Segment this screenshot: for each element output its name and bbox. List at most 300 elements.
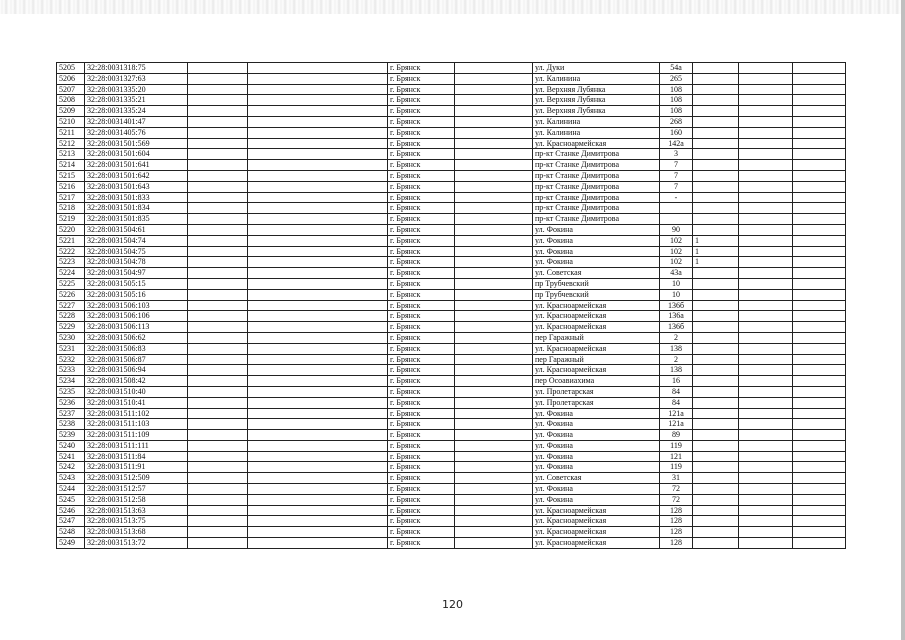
building-cell [693, 408, 739, 419]
city-cell: г. Брянск [388, 538, 455, 549]
building-cell [693, 84, 739, 95]
col-11-cell [793, 63, 846, 74]
col-11-cell [793, 181, 846, 192]
col-6-cell [455, 149, 533, 160]
building-cell [693, 170, 739, 181]
col-4-cell [248, 408, 388, 419]
row-number-cell: 5231 [57, 343, 85, 354]
street-cell: ул. Красноармейская [533, 527, 660, 538]
table-row [57, 127, 846, 138]
building-cell [693, 440, 739, 451]
city-cell: г. Брянск [388, 386, 455, 397]
cadastral-number-cell: 32:28:0031335:20 [85, 84, 188, 95]
col-4-cell [248, 354, 388, 365]
col-10-cell [739, 149, 793, 160]
registry-body [57, 63, 846, 549]
col-4-cell [248, 451, 388, 462]
table-row [57, 365, 846, 376]
street-cell: ул. Фокина [533, 430, 660, 441]
row-number-cell: 5239 [57, 430, 85, 441]
col-6-cell [455, 289, 533, 300]
city-cell: г. Брянск [388, 214, 455, 225]
table-row [57, 84, 846, 95]
cadastral-number-cell: 32:28:0031506:87 [85, 354, 188, 365]
house-number-cell: 121 [660, 451, 693, 462]
col-6-cell [455, 419, 533, 430]
cadastral-number-cell: 32:28:0031513:75 [85, 516, 188, 527]
col-10-cell [739, 311, 793, 322]
col-11-cell [793, 376, 846, 387]
cadastral-number-cell: 32:28:0031508:42 [85, 376, 188, 387]
col-11-cell [793, 73, 846, 84]
street-cell: ул. Калинина [533, 116, 660, 127]
cadastral-number-cell: 32:28:0031501:642 [85, 170, 188, 181]
building-cell [693, 365, 739, 376]
cadastral-number-cell: 32:28:0031506:106 [85, 311, 188, 322]
cadastral-number-cell: 32:28:0031512:57 [85, 484, 188, 495]
col-3-cell [188, 473, 248, 484]
building-cell [693, 494, 739, 505]
col-6-cell [455, 106, 533, 117]
city-cell: г. Брянск [388, 192, 455, 203]
row-number-cell: 5223 [57, 257, 85, 268]
col-6-cell [455, 214, 533, 225]
row-number-cell: 5245 [57, 494, 85, 505]
city-cell: г. Брянск [388, 203, 455, 214]
street-cell: пр-кт Станке Димитрова [533, 181, 660, 192]
table-row [57, 343, 846, 354]
col-3-cell [188, 170, 248, 181]
cadastral-number-cell: 32:28:0031335:24 [85, 106, 188, 117]
col-10-cell [739, 430, 793, 441]
col-10-cell [739, 332, 793, 343]
city-cell: г. Брянск [388, 116, 455, 127]
row-number-cell: 5219 [57, 214, 85, 225]
house-number-cell: 108 [660, 95, 693, 106]
col-10-cell [739, 138, 793, 149]
col-10-cell [739, 84, 793, 95]
col-4-cell [248, 365, 388, 376]
street-cell: пер Гаражный [533, 354, 660, 365]
col-6-cell [455, 408, 533, 419]
building-cell [693, 430, 739, 441]
col-3-cell [188, 63, 248, 74]
col-4-cell [248, 160, 388, 171]
house-number-cell: 128 [660, 527, 693, 538]
col-3-cell [188, 73, 248, 84]
col-6-cell [455, 95, 533, 106]
row-number-cell: 5215 [57, 170, 85, 181]
col-6-cell [455, 257, 533, 268]
table-row [57, 214, 846, 225]
table-row [57, 95, 846, 106]
col-6-cell [455, 538, 533, 549]
street-cell: ул. Красноармейская [533, 311, 660, 322]
col-4-cell [248, 484, 388, 495]
col-10-cell [739, 170, 793, 181]
row-number-cell: 5248 [57, 527, 85, 538]
row-number-cell: 5208 [57, 95, 85, 106]
house-number-cell: 265 [660, 73, 693, 84]
col-3-cell [188, 214, 248, 225]
cadastral-number-cell: 32:28:0031511:109 [85, 430, 188, 441]
street-cell: ул. Красноармейская [533, 138, 660, 149]
col-11-cell [793, 246, 846, 257]
col-11-cell [793, 149, 846, 160]
col-6-cell [455, 343, 533, 354]
cadastral-number-cell: 32:28:0031318:75 [85, 63, 188, 74]
city-cell: г. Брянск [388, 484, 455, 495]
table-row [57, 494, 846, 505]
building-cell [693, 278, 739, 289]
col-10-cell [739, 289, 793, 300]
col-6-cell [455, 181, 533, 192]
col-3-cell [188, 505, 248, 516]
col-10-cell [739, 419, 793, 430]
table-row [57, 473, 846, 484]
col-11-cell [793, 278, 846, 289]
col-4-cell [248, 138, 388, 149]
col-6-cell [455, 527, 533, 538]
table-row [57, 246, 846, 257]
col-10-cell [739, 300, 793, 311]
col-6-cell [455, 63, 533, 74]
col-4-cell [248, 538, 388, 549]
building-cell [693, 149, 739, 160]
col-4-cell [248, 170, 388, 181]
col-3-cell [188, 408, 248, 419]
col-4-cell [248, 419, 388, 430]
cadastral-number-cell: 32:28:0031511:102 [85, 408, 188, 419]
building-cell [693, 354, 739, 365]
col-10-cell [739, 440, 793, 451]
col-6-cell [455, 332, 533, 343]
table-row [57, 397, 846, 408]
col-4-cell [248, 246, 388, 257]
col-3-cell [188, 322, 248, 333]
table-row [57, 268, 846, 279]
row-number-cell: 5222 [57, 246, 85, 257]
table-row [57, 462, 846, 473]
street-cell: пр Трубчевский [533, 278, 660, 289]
city-cell: г. Брянск [388, 160, 455, 171]
cadastral-number-cell: 32:28:0031501:835 [85, 214, 188, 225]
table-row [57, 300, 846, 311]
street-cell: ул. Пролетарская [533, 397, 660, 408]
table-row [57, 116, 846, 127]
city-cell: г. Брянск [388, 73, 455, 84]
col-11-cell [793, 408, 846, 419]
table-row [57, 354, 846, 365]
col-3-cell [188, 95, 248, 106]
cadastral-number-cell: 32:28:0031506:113 [85, 322, 188, 333]
city-cell: г. Брянск [388, 257, 455, 268]
cadastral-number-cell: 32:28:0031511:91 [85, 462, 188, 473]
col-10-cell [739, 160, 793, 171]
row-number-cell: 5205 [57, 63, 85, 74]
col-6-cell [455, 84, 533, 95]
street-cell: ул. Советская [533, 268, 660, 279]
building-cell [693, 332, 739, 343]
city-cell: г. Брянск [388, 170, 455, 181]
col-3-cell [188, 494, 248, 505]
col-10-cell [739, 106, 793, 117]
col-4-cell [248, 278, 388, 289]
col-10-cell [739, 246, 793, 257]
house-number-cell: 7 [660, 181, 693, 192]
col-3-cell [188, 127, 248, 138]
house-number-cell: 136а [660, 311, 693, 322]
house-number-cell: 138 [660, 343, 693, 354]
building-cell [693, 160, 739, 171]
street-cell: ул. Пролетарская [533, 386, 660, 397]
street-cell: ул. Фокина [533, 246, 660, 257]
col-3-cell [188, 430, 248, 441]
cadastral-number-cell: 32:28:0031501:833 [85, 192, 188, 203]
col-4-cell [248, 106, 388, 117]
city-cell: г. Брянск [388, 138, 455, 149]
street-cell: ул. Верхняя Лубянка [533, 84, 660, 95]
table-row [57, 278, 846, 289]
col-4-cell [248, 203, 388, 214]
row-number-cell: 5241 [57, 451, 85, 462]
cadastral-number-cell: 32:28:0031513:72 [85, 538, 188, 549]
col-3-cell [188, 181, 248, 192]
cadastral-number-cell: 32:28:0031505:16 [85, 289, 188, 300]
row-number-cell: 5214 [57, 160, 85, 171]
table-row [57, 181, 846, 192]
house-number-cell: 121а [660, 408, 693, 419]
col-3-cell [188, 376, 248, 387]
street-cell: ул. Советская [533, 473, 660, 484]
col-10-cell [739, 343, 793, 354]
col-4-cell [248, 116, 388, 127]
col-6-cell [455, 365, 533, 376]
city-cell: г. Брянск [388, 63, 455, 74]
cadastral-number-cell: 32:28:0031513:63 [85, 505, 188, 516]
row-number-cell: 5226 [57, 289, 85, 300]
building-cell [693, 419, 739, 430]
building-cell [693, 192, 739, 203]
city-cell: г. Брянск [388, 516, 455, 527]
city-cell: г. Брянск [388, 440, 455, 451]
col-11-cell [793, 106, 846, 117]
col-6-cell [455, 160, 533, 171]
building-cell [693, 397, 739, 408]
col-6-cell [455, 516, 533, 527]
building-cell [693, 386, 739, 397]
col-11-cell [793, 224, 846, 235]
col-3-cell [188, 138, 248, 149]
registry-table [56, 62, 846, 549]
table-row [57, 311, 846, 322]
col-4-cell [248, 235, 388, 246]
building-cell: 1 [693, 235, 739, 246]
col-3-cell [188, 538, 248, 549]
col-6-cell [455, 138, 533, 149]
col-10-cell [739, 527, 793, 538]
col-4-cell [248, 181, 388, 192]
building-cell [693, 473, 739, 484]
col-6-cell [455, 430, 533, 441]
col-6-cell [455, 268, 533, 279]
col-4-cell [248, 84, 388, 95]
table-row [57, 538, 846, 549]
cadastral-number-cell: 32:28:0031335:21 [85, 95, 188, 106]
cadastral-number-cell: 32:28:0031405:76 [85, 127, 188, 138]
building-cell [693, 311, 739, 322]
col-11-cell [793, 527, 846, 538]
col-10-cell [739, 214, 793, 225]
col-11-cell [793, 300, 846, 311]
city-cell: г. Брянск [388, 224, 455, 235]
row-number-cell: 5236 [57, 397, 85, 408]
city-cell: г. Брянск [388, 473, 455, 484]
cadastral-number-cell: 32:28:0031510:40 [85, 386, 188, 397]
col-11-cell [793, 484, 846, 495]
col-10-cell [739, 494, 793, 505]
city-cell: г. Брянск [388, 462, 455, 473]
house-number-cell: 72 [660, 494, 693, 505]
street-cell: ул. Фокина [533, 408, 660, 419]
table-row [57, 451, 846, 462]
col-3-cell [188, 84, 248, 95]
col-11-cell [793, 170, 846, 181]
col-3-cell [188, 397, 248, 408]
col-3-cell [188, 257, 248, 268]
col-6-cell [455, 73, 533, 84]
row-number-cell: 5212 [57, 138, 85, 149]
city-cell: г. Брянск [388, 343, 455, 354]
col-11-cell [793, 538, 846, 549]
building-cell [693, 538, 739, 549]
house-number-cell: 102 [660, 235, 693, 246]
cadastral-number-cell: 32:28:0031501:643 [85, 181, 188, 192]
cadastral-number-cell: 32:28:0031506:94 [85, 365, 188, 376]
table-row [57, 63, 846, 74]
table-row [57, 160, 846, 171]
col-11-cell [793, 116, 846, 127]
table-row [57, 224, 846, 235]
col-4-cell [248, 300, 388, 311]
house-number-cell: 136б [660, 322, 693, 333]
col-6-cell [455, 440, 533, 451]
table-row [57, 376, 846, 387]
cadastral-number-cell: 32:28:0031504:78 [85, 257, 188, 268]
col-3-cell [188, 386, 248, 397]
page-number: 120 [442, 598, 463, 611]
building-cell [693, 484, 739, 495]
col-3-cell [188, 300, 248, 311]
street-cell: ул. Красноармейская [533, 505, 660, 516]
house-number-cell: 84 [660, 386, 693, 397]
col-6-cell [455, 278, 533, 289]
city-cell: г. Брянск [388, 332, 455, 343]
city-cell: г. Брянск [388, 300, 455, 311]
col-3-cell [188, 106, 248, 117]
cadastral-number-cell: 32:28:0031511:84 [85, 451, 188, 462]
col-10-cell [739, 386, 793, 397]
col-4-cell [248, 332, 388, 343]
table-row [57, 440, 846, 451]
house-number-cell: 128 [660, 516, 693, 527]
col-3-cell [188, 343, 248, 354]
house-number-cell: 72 [660, 484, 693, 495]
house-number-cell: 142а [660, 138, 693, 149]
house-number-cell: 108 [660, 106, 693, 117]
building-cell [693, 203, 739, 214]
building-cell [693, 116, 739, 127]
house-number-cell: 102 [660, 257, 693, 268]
row-number-cell: 5233 [57, 365, 85, 376]
col-11-cell [793, 430, 846, 441]
col-10-cell [739, 224, 793, 235]
col-4-cell [248, 224, 388, 235]
city-cell: г. Брянск [388, 149, 455, 160]
street-cell: пр-кт Станке Димитрова [533, 214, 660, 225]
row-number-cell: 5218 [57, 203, 85, 214]
city-cell: г. Брянск [388, 289, 455, 300]
building-cell [693, 138, 739, 149]
col-6-cell [455, 224, 533, 235]
building-cell: 1 [693, 257, 739, 268]
table-row [57, 505, 846, 516]
building-cell [693, 214, 739, 225]
house-number-cell: 2 [660, 354, 693, 365]
col-11-cell [793, 127, 846, 138]
col-6-cell [455, 376, 533, 387]
col-3-cell [188, 419, 248, 430]
street-cell: ул. Фокина [533, 235, 660, 246]
col-11-cell [793, 84, 846, 95]
col-10-cell [739, 278, 793, 289]
col-10-cell [739, 376, 793, 387]
row-number-cell: 5247 [57, 516, 85, 527]
table-row [57, 73, 846, 84]
col-3-cell [188, 235, 248, 246]
col-3-cell [188, 332, 248, 343]
house-number-cell: 119 [660, 462, 693, 473]
row-number-cell: 5216 [57, 181, 85, 192]
col-6-cell [455, 300, 533, 311]
cadastral-number-cell: 32:28:0031327:63 [85, 73, 188, 84]
col-10-cell [739, 203, 793, 214]
city-cell: г. Брянск [388, 235, 455, 246]
col-6-cell [455, 386, 533, 397]
col-4-cell [248, 95, 388, 106]
col-10-cell [739, 473, 793, 484]
house-number-cell: 2 [660, 332, 693, 343]
row-number-cell: 5225 [57, 278, 85, 289]
col-3-cell [188, 192, 248, 203]
col-11-cell [793, 505, 846, 516]
cadastral-number-cell: 32:28:0031506:103 [85, 300, 188, 311]
street-cell: ул. Красноармейская [533, 343, 660, 354]
col-11-cell [793, 365, 846, 376]
col-11-cell [793, 257, 846, 268]
col-11-cell [793, 322, 846, 333]
house-number-cell: 90 [660, 224, 693, 235]
col-6-cell [455, 170, 533, 181]
col-11-cell [793, 268, 846, 279]
city-cell: г. Брянск [388, 278, 455, 289]
col-6-cell [455, 462, 533, 473]
col-6-cell [455, 311, 533, 322]
col-4-cell [248, 73, 388, 84]
city-cell: г. Брянск [388, 451, 455, 462]
city-cell: г. Брянск [388, 527, 455, 538]
col-3-cell [188, 224, 248, 235]
